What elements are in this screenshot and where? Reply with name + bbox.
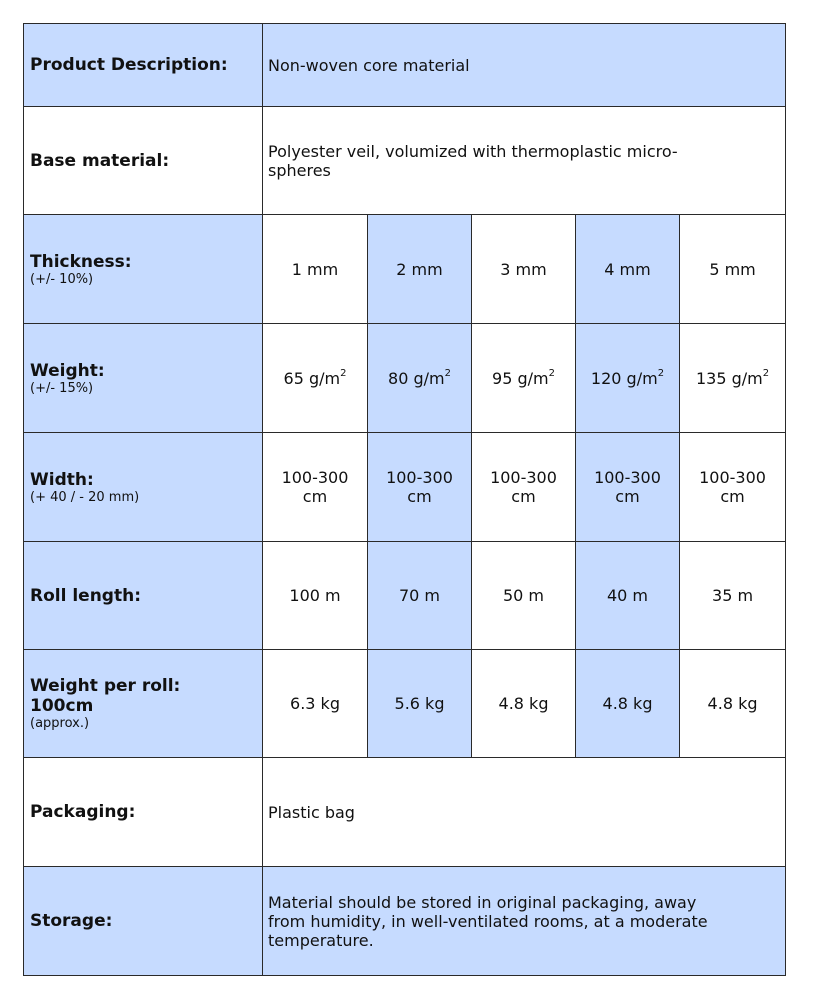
weight-value-4 <box>576 324 680 433</box>
width-value-1-unit: cm <box>302 487 328 506</box>
storage-line-3: temperature. <box>268 930 374 950</box>
weight-value-3 <box>472 324 576 433</box>
thickness-tolerance: (+/- 10%) <box>30 271 94 287</box>
base-material-line-1: Polyester veil, volumized with thermoplastic micro- <box>268 141 678 161</box>
roll-length-value-5: 35 m <box>680 542 786 650</box>
row-storage <box>24 867 786 976</box>
weight-value-1 <box>263 324 368 433</box>
product-description-label: Product Description: <box>30 55 228 75</box>
weight-per-roll-value-3: 4.8 kg <box>472 650 576 758</box>
width-value-3 <box>472 433 576 542</box>
width-value-4-range: 100-300 <box>594 468 661 487</box>
weight-exp-1: 2 <box>340 368 347 380</box>
weight-per-roll-width: 100cm <box>30 696 94 716</box>
width-value-2-unit: cm <box>407 487 432 506</box>
row-base-material <box>24 107 786 215</box>
storage-label: Storage: <box>30 911 113 931</box>
weight-per-roll-note: (approx.) <box>30 716 90 731</box>
weight-per-roll-value-1: 6.3 kg <box>263 650 368 758</box>
width-value-5 <box>680 433 786 542</box>
row-packaging <box>24 758 786 867</box>
roll-length-value-2: 70 m <box>368 542 472 650</box>
weight-value-5-text: 135 g/m <box>695 368 763 388</box>
base-material-label-cell <box>24 107 263 215</box>
product-spec-table <box>23 23 786 976</box>
weight-value-2 <box>368 324 472 433</box>
width-value-4 <box>576 433 680 542</box>
weight-label: Weight: <box>30 360 105 381</box>
row-width <box>24 433 786 542</box>
row-roll-length <box>24 542 786 650</box>
thickness-value-3: 3 mm <box>472 215 576 324</box>
width-value-3-unit: cm <box>511 487 536 506</box>
storage-label-cell <box>24 867 263 976</box>
thickness-label: Thickness: <box>30 251 132 272</box>
weight-label-cell <box>24 324 263 433</box>
weight-value-2-text: 80 g/m <box>388 368 445 388</box>
weight-tolerance: (+/- 15%) <box>30 380 94 396</box>
weight-per-roll-value-4: 4.8 kg <box>576 650 680 758</box>
row-product-description <box>24 24 786 107</box>
base-material-line-2: spheres <box>268 160 331 180</box>
width-value-2-range: 100-300 <box>386 468 453 487</box>
width-value-5-range: 100-300 <box>699 468 766 487</box>
weight-value-4-text: 120 g/m <box>590 368 658 388</box>
width-value-1-range: 100-300 <box>281 468 349 487</box>
roll-length-label-cell <box>24 542 263 650</box>
width-value-1 <box>263 433 368 542</box>
roll-length-label: Roll length: <box>30 585 141 606</box>
thickness-value-1: 1 mm <box>263 215 368 324</box>
row-weight <box>24 324 786 433</box>
thickness-value-4: 4 mm <box>576 215 680 324</box>
weight-per-roll-value-5: 4.8 kg <box>680 650 786 758</box>
row-thickness <box>24 215 786 324</box>
width-value-4-unit: cm <box>615 487 640 506</box>
roll-length-value-1: 100 m <box>263 542 368 650</box>
width-value-2 <box>368 433 472 542</box>
packaging-label: Packaging: <box>30 802 136 822</box>
thickness-label-cell <box>24 215 263 324</box>
weight-value-5 <box>680 324 786 433</box>
base-material-value <box>263 107 786 215</box>
thickness-value-2: 2 mm <box>368 215 472 324</box>
storage-line-1: Material should be stored in original packaging, away <box>268 892 697 912</box>
weight-value-1-text: 65 g/m <box>283 368 341 388</box>
weight-exp-4: 2 <box>657 368 665 380</box>
thickness-value-5: 5 mm <box>680 215 786 324</box>
width-tolerance: (+ 40 / - 20 mm) <box>30 489 140 505</box>
base-material-label: Base material: <box>30 150 170 171</box>
product-description-value: Non-woven core material <box>263 24 786 107</box>
row-weight-per-roll <box>24 650 786 758</box>
weight-exp-2: 2 <box>444 368 451 380</box>
product-description-label-cell <box>24 24 263 107</box>
storage-value <box>263 867 786 976</box>
width-label: Width: <box>30 469 94 490</box>
weight-per-roll-label: Weight per roll: <box>30 676 181 696</box>
width-value-5-unit: cm <box>720 487 745 506</box>
storage-line-2: from humidity, in well-ventilated rooms, at a moderate <box>268 911 708 931</box>
weight-value-3-text: 95 g/m <box>492 368 549 388</box>
width-value-3-range: 100-300 <box>490 468 557 487</box>
roll-length-value-4: 40 m <box>576 542 680 650</box>
weight-per-roll-value-2: 5.6 kg <box>368 650 472 758</box>
weight-exp-5: 2 <box>762 368 770 380</box>
packaging-label-cell <box>24 758 263 867</box>
weight-per-roll-label-cell <box>24 650 263 758</box>
weight-exp-3: 2 <box>548 368 555 380</box>
width-label-cell <box>24 433 263 542</box>
roll-length-value-3: 50 m <box>472 542 576 650</box>
packaging-value: Plastic bag <box>263 758 786 867</box>
